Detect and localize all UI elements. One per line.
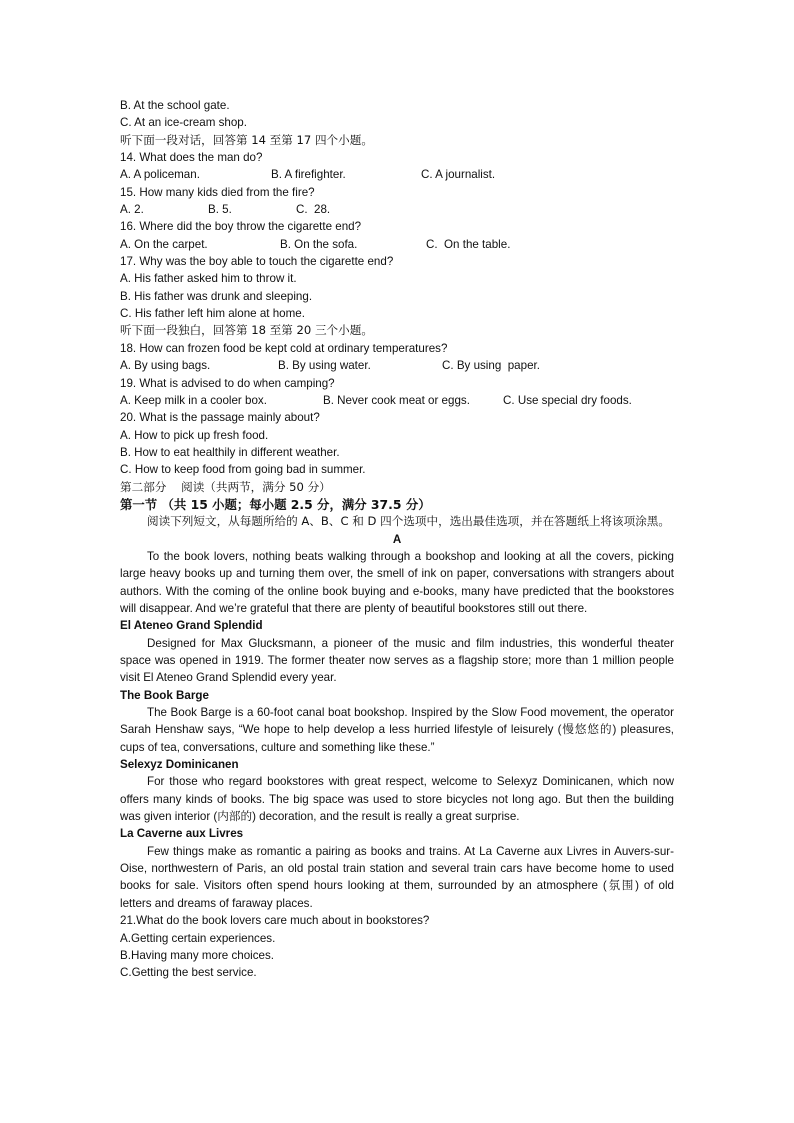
option-13b: B. At the school gate. — [120, 99, 230, 112]
passage-label: A — [392, 532, 402, 546]
question-21-stem: 21.What do the book lovers care much about in bookstores? — [120, 914, 430, 928]
option-16b: B. On the sofa. — [280, 237, 358, 251]
option-18a: A. By using bags. — [120, 359, 211, 373]
option-20b: B. How to eat healthily in different weather. — [120, 445, 340, 459]
option-18b: B. By using water. — [278, 359, 371, 373]
question-15-stem: 15. How many kids died from the fire? — [120, 185, 315, 199]
instruction-14-17: 听下面一段对话，回答第 14 至第 17 四个小题。 — [120, 132, 373, 147]
question-19-stem: 19. What is advised to do when camping? — [120, 376, 335, 390]
option-15a: A. 2. — [120, 203, 144, 217]
option-17a: A. His father asked him to throw it. — [120, 272, 297, 286]
option-13c: C. At an ice-cream shop. — [120, 116, 247, 130]
option-19b: B. Never cook meat or eggs. — [323, 393, 470, 407]
option-16a: A. On the carpet. — [120, 237, 208, 251]
option-16c: C. On the table. — [426, 237, 511, 251]
option-21b: B.Having many more choices. — [120, 948, 275, 962]
instruction-18-20: 听下面一段独白，回答第 18 至第 20 三个小题。 — [120, 323, 373, 338]
option-15c: C. 28. — [296, 203, 331, 217]
question-14-stem: 14. What does the man do? — [120, 151, 263, 165]
question-18-stem: 18. How can frozen food be kept cold at ordinary temperatures? — [120, 341, 448, 355]
store-description: For those who regard bookstores with great respect, welcome to Selexyz Dominicanen, which now offers many kinds of books. The big space was used to store bicycles not long ago. But then the building was given interior (内部的) decoration, and the result is really a great surprise. — [120, 775, 674, 824]
store-heading: El Ateneo Grand Splendid — [120, 619, 263, 633]
section1-title: 第一节 （共 15 小题；每小题 2.5 分，满分 37.5 分） — [120, 496, 431, 512]
option-18c: C. By using paper. — [442, 359, 540, 373]
option-20a: A. How to pick up fresh food. — [120, 428, 269, 442]
question-14-options — [120, 166, 674, 183]
question-19-options — [120, 392, 674, 409]
store-description: Designed for Max Glucksmann, a pioneer of the music and film industries, this wonderful theater space was opened in 1919. The former theater now serves as a flagship store; more than 1 million people visit El Ateneo Grand Splendid every year. — [120, 636, 674, 685]
store-heading: La Caverne aux Livres — [120, 827, 244, 841]
question-15-options — [120, 201, 674, 218]
question-18-options — [120, 357, 674, 374]
store-description: Few things make as romantic a pairing as books and trains. At La Caverne aux Livres in Auvers-sur-Oise, northwestern of Paris, an old postal train station and several train cars have become home to used books for sale. Visitors often spend hours looking at them, surrounded by an atmosphere (氛围) of old letters and dreams of faraway places. — [120, 844, 674, 910]
part2-title: 第二部分 阅读（共两节，满分 50 分） — [120, 479, 331, 494]
option-17c: C. His father left him alone at home. — [120, 307, 305, 321]
option-17b: B. His father was drunk and sleeping. — [120, 289, 313, 303]
option-19c: C. Use special dry foods. — [503, 393, 632, 407]
reading-instruction: 阅读下列短文，从每题所给的 A、B、C 和 D 四个选项中，选出最佳选项，并在答题纸上将该项涂黑。 — [147, 514, 670, 529]
option-15b: B. 5. — [208, 203, 232, 217]
question-16-stem: 16. Where did the boy throw the cigarette end? — [120, 220, 362, 234]
passage-intro: To the book lovers, nothing beats walking through a bookshop and looking at all the covers, picking large heavy books up and turning them over, the smell of ink on paper, conversations with strangers about authors. With the coming of the online book buying and e-books, many have predicted that the bookstores will disappear. And we’re grateful that there are plenty of beautiful bookstores still out there. — [120, 549, 674, 615]
option-14a: A. A policeman. — [120, 168, 200, 182]
store-heading: The Book Barge — [120, 688, 209, 702]
exam-page — [120, 97, 674, 982]
option-19a: A. Keep milk in a cooler box. — [120, 393, 267, 407]
option-20c: C. How to keep food from going bad in summer. — [120, 463, 366, 477]
store-description: The Book Barge is a 60-foot canal boat bookshop. Inspired by the Slow Food movement, the operator Sarah Henshaw says, “We hope to help develop a less hurried lifestyle of leisurely (慢悠悠的) pleasures, cups of tea, conversations, culture and something like these.” — [120, 706, 674, 754]
question-16-options — [120, 236, 674, 253]
question-17-stem: 17. Why was the boy able to touch the cigarette end? — [120, 255, 394, 269]
option-21a: A.Getting certain experiences. — [120, 931, 276, 945]
option-14c: C. A journalist. — [421, 168, 496, 182]
option-21c: C.Getting the best service. — [120, 966, 257, 980]
option-14b: B. A firefighter. — [271, 168, 346, 182]
question-20-stem: 20. What is the passage mainly about? — [120, 411, 320, 425]
store-heading: Selexyz Dominicanen — [120, 758, 239, 772]
